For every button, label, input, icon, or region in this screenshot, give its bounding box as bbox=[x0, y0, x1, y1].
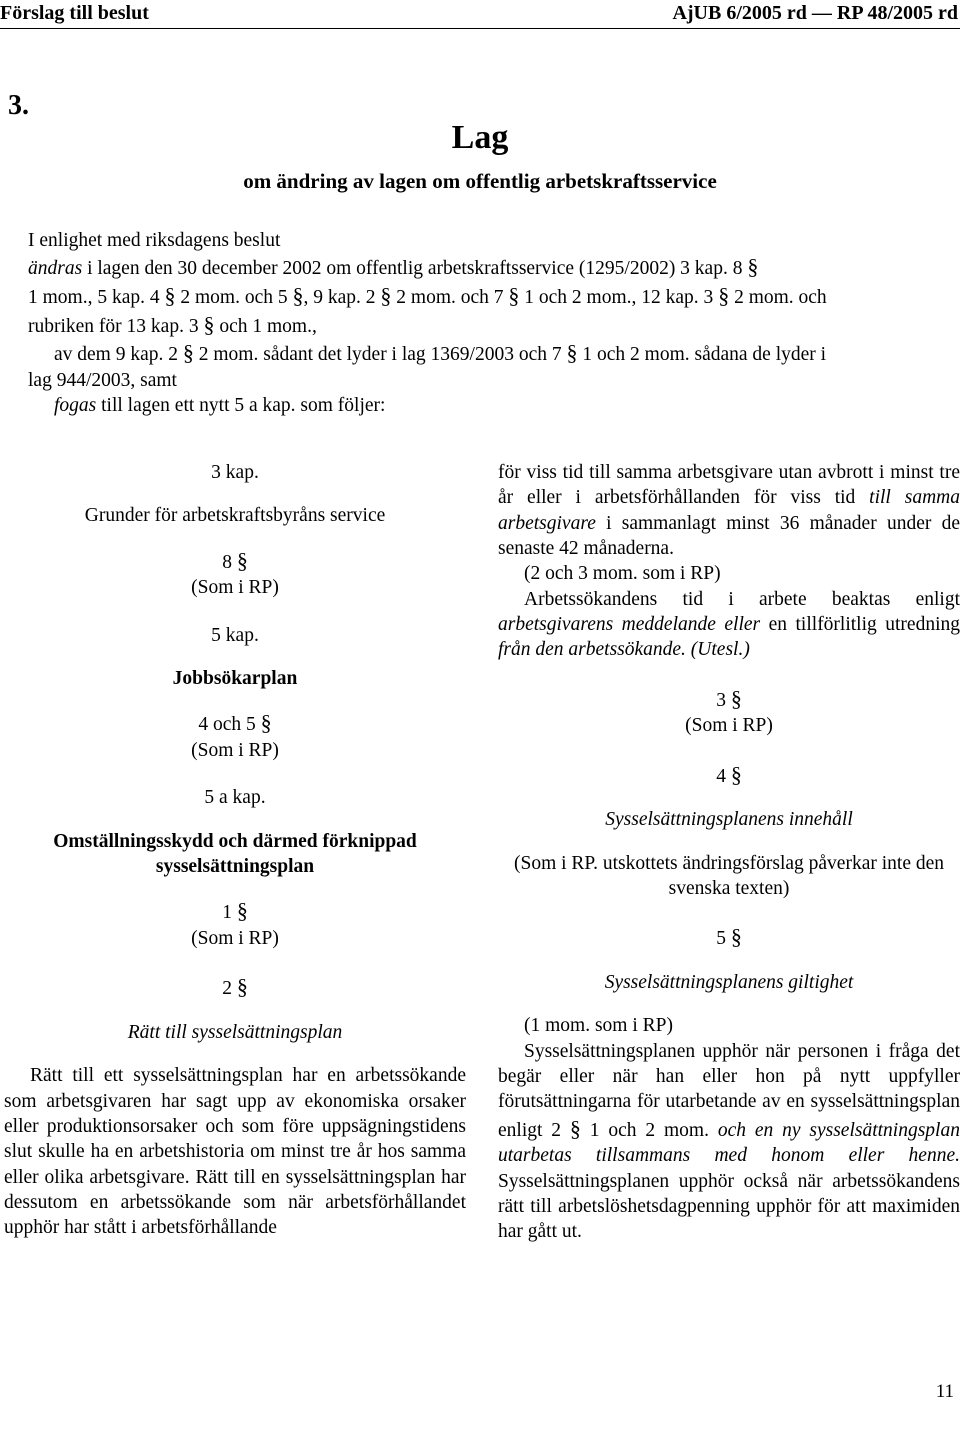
section-note: (Som i RP) bbox=[191, 739, 279, 761]
section-heading: 4 och 5 § bbox=[198, 710, 272, 736]
chapter-title: Omställningsskydd och därmed förknippad sysselsättningsplan bbox=[53, 830, 417, 877]
chapter-heading: 5 kap. bbox=[211, 624, 259, 646]
left-column bbox=[4, 460, 466, 1241]
right-column bbox=[498, 460, 960, 1245]
section-note: (Som i RP) bbox=[191, 577, 279, 599]
section-note: (Som i RP) bbox=[191, 927, 279, 949]
section-title: Sysselsättningsplanens innehåll bbox=[605, 809, 853, 831]
running-header-left: Förslag till beslut bbox=[0, 2, 149, 24]
section-heading: 2 § bbox=[222, 974, 248, 1000]
paragraph: Rätt till ett sysselsättningsplan har en arbetssökande som arbetsgivaren har sagt upp av ekonomiska orsaker eller produktionsorsaker och som före uppsägningstidens slut skulle ha en arbetshistoria om minst tre år hos samma eller olika arbetsgivare. Rätt till en sysselsättningsplan har dessutom en arbetssökande som när arbetsförhållandet upphör har stått i arbetsförhållande bbox=[4, 1065, 466, 1239]
chapter-title: Grunder för arbetskraftsbyråns service bbox=[84, 505, 386, 527]
preamble-line: ändras i lagen den 30 december 2002 om offentlig arbetskraftsservice (1295/2002) 3 kap. 8 § bbox=[28, 254, 759, 280]
chapter-title: Jobbsökarplan bbox=[172, 667, 298, 689]
paragraph: för viss tid till samma arbetsgivare utan avbrott i minst tre år eller i arbetsförhållanden för viss tid till samma arbetsgivare i sammanlagt minst 36 månader under de senaste 42 månaderna. bbox=[498, 462, 960, 560]
preamble-line: 1 mom., 5 kap. 4 § 2 mom. och 5 §, 9 kap. 2 § 2 mom. och 7 § 1 och 2 mom., 12 kap. 3 § 2 mom. och bbox=[28, 282, 827, 308]
chapter-heading: 5 a kap. bbox=[204, 787, 266, 809]
preamble-line: rubriken för 13 kap. 3 § och 1 mom., bbox=[28, 311, 317, 337]
running-header-right: AjUB 6/2005 rd — RP 48/2005 rd bbox=[672, 2, 958, 24]
preamble-line: fogas till lagen ett nytt 5 a kap. som följer: bbox=[54, 395, 386, 417]
section-note: (Som i RP. utskottets ändringsförslag påverkar inte den svenska texten) bbox=[513, 852, 945, 899]
section-heading: 5 § bbox=[716, 924, 742, 950]
section-note: (Som i RP) bbox=[685, 715, 773, 737]
header-rule bbox=[0, 28, 960, 29]
preamble bbox=[28, 228, 948, 418]
page-number: 11 bbox=[935, 1381, 954, 1402]
section-heading: 3 § bbox=[716, 685, 742, 711]
preamble-line: I enlighet med riksdagens beslut bbox=[28, 230, 281, 251]
section-heading: 8 § bbox=[222, 547, 248, 573]
law-subtitle: om ändring av lagen om offentlig arbetskraftsservice bbox=[243, 169, 717, 193]
section-note: (1 mom. som i RP) bbox=[524, 1015, 673, 1037]
preamble-line: lag 944/2003, samt bbox=[28, 369, 177, 391]
section-heading: 1 § bbox=[222, 898, 248, 924]
section-title: Sysselsättningsplanens giltighet bbox=[604, 971, 854, 993]
chapter-heading: 3 kap. bbox=[211, 462, 259, 483]
section-number: 3. bbox=[8, 90, 29, 121]
section-title: Rätt till sysselsättningsplan bbox=[127, 1021, 343, 1043]
law-title: Lag bbox=[451, 119, 509, 156]
paragraph: Arbetssökandens tid i arbete beaktas enligt arbetsgivarens meddelande eller en tillförlitlig utredning från den arbetssökande. (Utesl.) bbox=[498, 588, 960, 661]
section-note: (2 och 3 mom. som i RP) bbox=[524, 563, 721, 585]
paragraph: Sysselsättningsplanen upphör när personen i fråga det begär eller när han eller hon på nytt uppfyller förutsättningarna för utarbetande av en sysselsättningsplan enligt 2 § 1 och 2 mom. och en ny sysselsättningsplan utarbetas tillsammans med honom eller henne. Sysselsättningsplanen upphör också när arbetssökandens rätt till arbetslöshetsdagpenning upphör för att maximiden har gått ut. bbox=[498, 1040, 960, 1243]
preamble-line: av dem 9 kap. 2 § 2 mom. sådant det lyder i lag 1369/2003 och 7 § 1 och 2 mom. sådana de lyder i bbox=[54, 340, 827, 366]
section-heading: 4 § bbox=[716, 761, 742, 787]
